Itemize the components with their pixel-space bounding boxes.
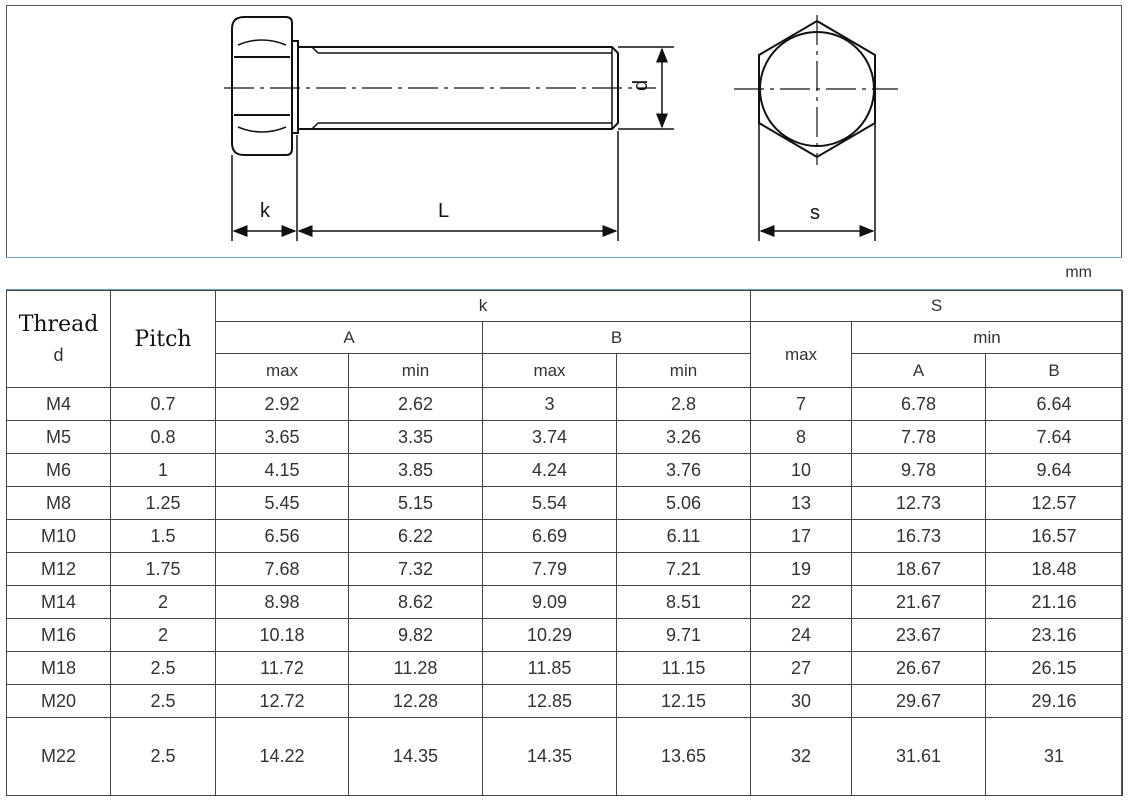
dimension-k-L [232, 131, 618, 241]
table-cell: 19 [751, 553, 852, 586]
table-cell: 10.18 [216, 619, 349, 652]
dimension-table [6, 290, 1123, 796]
table-row [7, 487, 1123, 520]
table-cell: M16 [7, 619, 111, 652]
table-cell: 16.57 [986, 520, 1123, 553]
bolt-drawing [6, 5, 1122, 257]
table-cell: 27 [751, 652, 852, 685]
table-cell: 31 [986, 718, 1123, 796]
table-cell: M4 [7, 388, 111, 421]
table-cell: 5.15 [349, 487, 483, 520]
header-thread [7, 291, 111, 388]
table-cell: 3.85 [349, 454, 483, 487]
table-cell: 11.85 [483, 652, 617, 685]
table-cell: 12.85 [483, 685, 617, 718]
table-cell: 8.98 [216, 586, 349, 619]
header-pitch: Pitch [111, 291, 216, 388]
table-cell: 2.5 [111, 685, 216, 718]
table-cell: 17 [751, 520, 852, 553]
table-cell: 7.79 [483, 553, 617, 586]
table-cell: 2 [111, 619, 216, 652]
table-row [7, 652, 1123, 685]
table-cell: 5.54 [483, 487, 617, 520]
table-cell: 26.67 [852, 652, 986, 685]
table-row [7, 718, 1123, 796]
table-cell: 26.15 [986, 652, 1123, 685]
table-cell: 12.73 [852, 487, 986, 520]
header-thread-sub: d [53, 345, 64, 365]
table-cell: 10.29 [483, 619, 617, 652]
table-cell: 9.71 [617, 619, 751, 652]
header-k-a: A [216, 322, 483, 354]
table-cell: 16.73 [852, 520, 986, 553]
header-s-min-b: B [986, 354, 1123, 388]
table-cell: 31.61 [852, 718, 986, 796]
header-k-b: B [483, 322, 751, 354]
table-cell: M10 [7, 520, 111, 553]
label-k: k [260, 200, 270, 222]
header-k-b-max: max [483, 354, 617, 388]
table-cell: 9.64 [986, 454, 1123, 487]
table-cell: 11.72 [216, 652, 349, 685]
header-s-min: min [852, 322, 1123, 354]
label-L: L [438, 200, 450, 222]
table-cell: 21.67 [852, 586, 986, 619]
header-s-min-a: A [852, 354, 986, 388]
table-cell: 8 [751, 421, 852, 454]
header-k-a-min: min [349, 354, 483, 388]
table-cell: 24 [751, 619, 852, 652]
table-cell: M12 [7, 553, 111, 586]
table-cell: 23.67 [852, 619, 986, 652]
table-cell: 8.51 [617, 586, 751, 619]
table-cell: 5.45 [216, 487, 349, 520]
table-cell: 1.25 [111, 487, 216, 520]
table-cell: 3.65 [216, 421, 349, 454]
table-cell: 6.22 [349, 520, 483, 553]
header-k-a-max: max [216, 354, 349, 388]
table-cell: M6 [7, 454, 111, 487]
table-cell: 7.32 [349, 553, 483, 586]
table-cell: M20 [7, 685, 111, 718]
table-cell: M5 [7, 421, 111, 454]
table-cell: 12.72 [216, 685, 349, 718]
table-cell: 1 [111, 454, 216, 487]
label-s: s [810, 202, 820, 224]
table-row [7, 619, 1123, 652]
table-row [7, 520, 1123, 553]
table-cell: 4.24 [483, 454, 617, 487]
unit-label: mm [1065, 264, 1092, 281]
table-cell: 9.09 [483, 586, 617, 619]
table-cell: 1.5 [111, 520, 216, 553]
table-row [7, 421, 1123, 454]
table-cell: 14.22 [216, 718, 349, 796]
table-cell: 0.8 [111, 421, 216, 454]
table-cell: 6.69 [483, 520, 617, 553]
table-cell: 6.78 [852, 388, 986, 421]
table-row [7, 553, 1123, 586]
table-cell: 29.67 [852, 685, 986, 718]
table-cell: 6.11 [617, 520, 751, 553]
header-s: S [751, 291, 1123, 322]
table-cell: 0.7 [111, 388, 216, 421]
header-k: k [216, 291, 751, 322]
table-cell: 2.92 [216, 388, 349, 421]
table-cell: 1.75 [111, 553, 216, 586]
table-cell: 3.35 [349, 421, 483, 454]
table-cell: 18.67 [852, 553, 986, 586]
table-cell: 21.16 [986, 586, 1123, 619]
table-cell: 13 [751, 487, 852, 520]
table-cell: 7.21 [617, 553, 751, 586]
table-cell: 32 [751, 718, 852, 796]
table-cell: 22 [751, 586, 852, 619]
table-cell: 18.48 [986, 553, 1123, 586]
table-cell: 29.16 [986, 685, 1123, 718]
header-k-b-min: min [617, 354, 751, 388]
table-cell: M22 [7, 718, 111, 796]
table-cell: 14.35 [483, 718, 617, 796]
table-cell: 8.62 [349, 586, 483, 619]
table-row [7, 586, 1123, 619]
table-cell: 9.82 [349, 619, 483, 652]
table-row [7, 454, 1123, 487]
table-cell: M8 [7, 487, 111, 520]
table-cell: 14.35 [349, 718, 483, 796]
table-cell: 11.15 [617, 652, 751, 685]
table-cell: 6.64 [986, 388, 1123, 421]
table-cell: 12.15 [617, 685, 751, 718]
table-cell: 4.15 [216, 454, 349, 487]
table-cell: 2.5 [111, 718, 216, 796]
table-cell: 12.28 [349, 685, 483, 718]
table-cell: 7.68 [216, 553, 349, 586]
table-cell: 10 [751, 454, 852, 487]
table-cell: 3.76 [617, 454, 751, 487]
table-cell: 2.8 [617, 388, 751, 421]
table-cell: M14 [7, 586, 111, 619]
unit-bar [6, 257, 1122, 290]
table-cell: 7.78 [852, 421, 986, 454]
table-cell: 23.16 [986, 619, 1123, 652]
table-cell: 7 [751, 388, 852, 421]
table-cell: 2 [111, 586, 216, 619]
table-cell: 12.57 [986, 487, 1123, 520]
table-cell: 6.56 [216, 520, 349, 553]
table-row [7, 388, 1123, 421]
table-cell: 9.78 [852, 454, 986, 487]
table-cell: 3.74 [483, 421, 617, 454]
table-cell: 2.5 [111, 652, 216, 685]
header-s-max: max [751, 322, 852, 388]
table-cell: 7.64 [986, 421, 1123, 454]
table-cell: 3.26 [617, 421, 751, 454]
table-cell: 13.65 [617, 718, 751, 796]
table-cell: 5.06 [617, 487, 751, 520]
table-cell: M18 [7, 652, 111, 685]
header-thread-label: Thread [18, 312, 99, 337]
table-row [7, 685, 1123, 718]
bolt-side-view [232, 17, 618, 155]
table-cell: 2.62 [349, 388, 483, 421]
table-cell: 3 [483, 388, 617, 421]
table-cell: 30 [751, 685, 852, 718]
label-d: d [630, 79, 652, 91]
table-cell: 11.28 [349, 652, 483, 685]
